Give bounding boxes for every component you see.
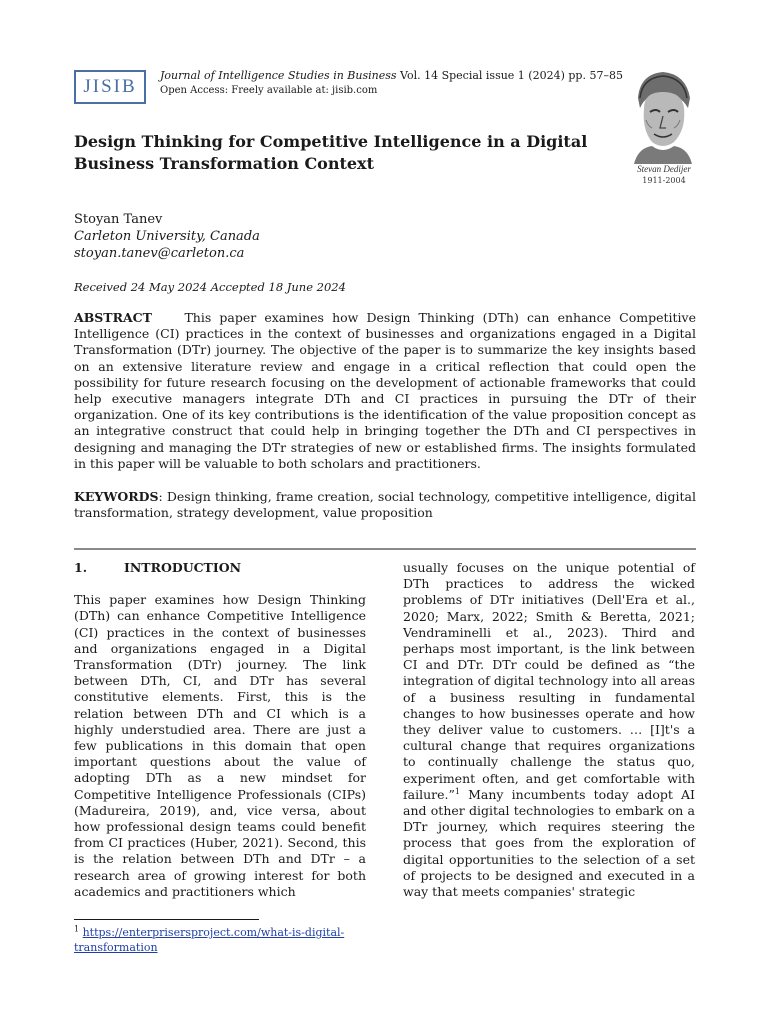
keywords: [74, 489, 696, 521]
journal-name: Journal of Intelligence Studies in Business: [160, 69, 397, 82]
portrait-image: [630, 68, 696, 164]
author-affiliation: Carleton University, Canada: [74, 229, 260, 244]
intro-paragraph-right-b: Many incumbents today adopt AI and other digital technologies to embark on a DTr journey, which requires steering the process that goes from the exploration of digital opportunities to the selection of a set of projects to be designed and executed in a way that meets companies' strategic: [403, 786, 695, 900]
author-name: Stoyan Tanev: [74, 212, 163, 227]
journal-logo: [74, 70, 146, 104]
portrait-signature: Stevan Dedijer: [637, 164, 691, 174]
footnote-link[interactable]: https://enterprisersproject.com/what-is-digital-transformation: [74, 926, 345, 954]
body-column-left: [74, 560, 366, 900]
section-number: 1.: [74, 560, 88, 575]
abstract-label: ABSTRACT: [74, 310, 152, 325]
footnote: [74, 925, 374, 955]
journal-details: Vol. 14 Special issue 1 (2024) pp. 57–85: [396, 69, 623, 82]
abstract-text: This paper examines how Design Thinking (DTh) can enhance Competitive Intelligence (CI) practices in the context of businesses and organizations engaged in a Digital Transformation (DTr) journey. The objective of the paper is to summarize the key insights based on an extensive literature review and engage in a critical reflection that could open the possibility for future research focusing on the development of actionable frameworks that could help executive managers integrate DTh and CI practices in pursuing the DTr of their organization. One of its key contributions is the identification of the value proposition concept as an integrative construct that could help in bringing together the DTh and CI perspectives in designing and managing the DTr strategies of new or established firms. The insights formulated in this paper will be valuable to both scholars and practitioners.: [74, 310, 696, 471]
abstract: [74, 310, 696, 472]
portrait-sketch-icon: [630, 68, 696, 164]
footnote-divider: [74, 919, 259, 920]
paper-title: Design Thinking for Competitive Intelligence in a Digital Business Transformation Context: [74, 132, 588, 173]
portrait-years: 1911-2004: [642, 176, 686, 185]
journal-logo-text: JISIB: [83, 76, 137, 97]
journal-info: [160, 68, 623, 98]
footnote-number: 1: [74, 924, 80, 934]
intro-paragraph-right-a: usually focuses on the unique potential of DTh practices to address the wicked problems of DTr initiatives (Dell'Era et al., 2020; Marx, 2022; Smith & Beretta, 2021; Vendraminelli et al., 2023). Third and perhaps most important, is the link between CI and DTr. DTr could be defined as “the integration of digital technology into all areas of a business resulting in fundamental changes to how businesses operate and how they deliver value to customers. … [I]t's a cultural change that requires organizations to continually challenge the status quo, experiment often, and get comfortable with failure.”: [403, 560, 695, 802]
footnote-reference[interactable]: 1: [454, 786, 460, 796]
portrait-caption: [626, 164, 702, 186]
author-block: [74, 211, 260, 262]
keywords-text: : Design thinking, frame creation, social technology, competitive intelligence, digital transformation, strategy development, value proposition: [74, 489, 696, 521]
section-title: INTRODUCTION: [124, 560, 242, 575]
author-email: stoyan.tanev@carleton.ca: [74, 246, 245, 261]
body-column-right: [403, 560, 695, 900]
open-access-note: Open Access: Freely available at: jisib.com: [160, 85, 378, 96]
intro-paragraph-left: This paper examines how Design Thinking (DTh) can enhance Competitive Intelligence (CI) practices in the context of businesses and organizations engaged in a Digital Transformation (DTr) journey. The link between DTh, CI, and DTr has several constitutive elements. First, this is the relation between DTh and CI which is a highly understudied area. There are just a few publications in this domain that open important questions about the value of adopting DTh as a new mindset for Competitive Intelligence Professionals (CIPs) (Madureira, 2019), and, vice versa, about how professional design teams could benefit from CI practices (Huber, 2021). Second, this is the relation between DTh and DTr – a research area of growing interest for both academics and practitioners which: [74, 592, 366, 899]
section-divider: [74, 548, 696, 550]
received-dates: Received 24 May 2024 Accepted 18 June 2024: [74, 280, 346, 294]
section-heading: [74, 560, 366, 576]
keywords-label: KEYWORDS: [74, 489, 159, 504]
